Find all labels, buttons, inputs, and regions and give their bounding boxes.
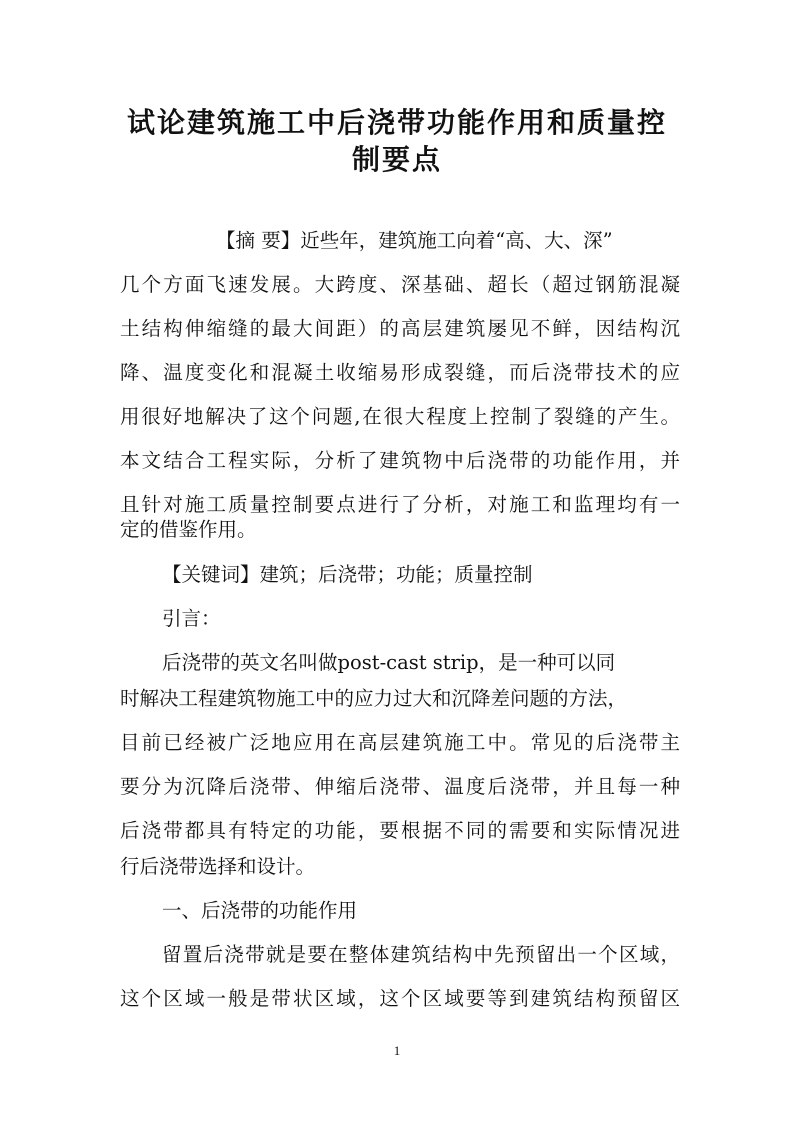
abstract-line: 【摘 要】近些年，建筑施工向着“高、大、深” xyxy=(216,229,613,252)
body-line: 要分为沉降后浇带、伸缩后浇带、温度后浇带，并且每一种 xyxy=(120,775,680,798)
body-line: 后浇带的英文名叫做post-cast strip，是一种可以同 xyxy=(162,651,616,674)
page-number: 1 xyxy=(393,1043,401,1058)
body-line: 留置后浇带就是要在整体建筑结构中先预留出一个区域， xyxy=(162,943,680,966)
body-line: 后浇带都具有特定的功能，要根据不同的需要和实际情况进 xyxy=(120,819,680,842)
abstract-line: 定的借鉴作用。 xyxy=(120,518,257,541)
abstract-line: 几个方面飞速发展。大跨度、深基础、超长（超过钢筋混凝 xyxy=(120,273,680,296)
body-line: 这个区域一般是带状区域，这个区域要等到建筑结构预留区 xyxy=(120,987,680,1010)
document-title-line-2: 制要点 xyxy=(351,143,442,176)
abstract-line: 土结构伸缩缝的最大间距）的高层建筑屡见不鲜，因结构沉 xyxy=(120,317,680,340)
keywords-line: 【关键词】建筑；后浇带；功能；质量控制 xyxy=(162,563,533,586)
abstract-line: 且针对施工质量控制要点进行了分析，对施工和监理均有一 xyxy=(120,493,680,516)
body-line: 行后浇带选择和设计。 xyxy=(120,855,316,878)
document-title-line-1: 试论建筑施工中后浇带功能作用和质量控 xyxy=(126,106,667,139)
body-line: 时解决工程建筑物施工中的应力过大和沉降差问题的方法， xyxy=(120,687,628,710)
abstract-line: 降、温度变化和混凝土收缩易形成裂缝，而后浇带技术的应 xyxy=(120,361,680,384)
abstract-line: 本文结合工程实际，分析了建筑物中后浇带的功能作用，并 xyxy=(120,449,680,472)
intro-heading: 引言： xyxy=(162,607,221,630)
section-heading: 一、后浇带的功能作用 xyxy=(162,899,358,922)
body-line: 目前已经被广泛地应用在高层建筑施工中。常见的后浇带主 xyxy=(120,731,680,754)
abstract-line: 用很好地解决了这个问题,在很大程度上控制了裂缝的产生。 xyxy=(120,405,680,428)
